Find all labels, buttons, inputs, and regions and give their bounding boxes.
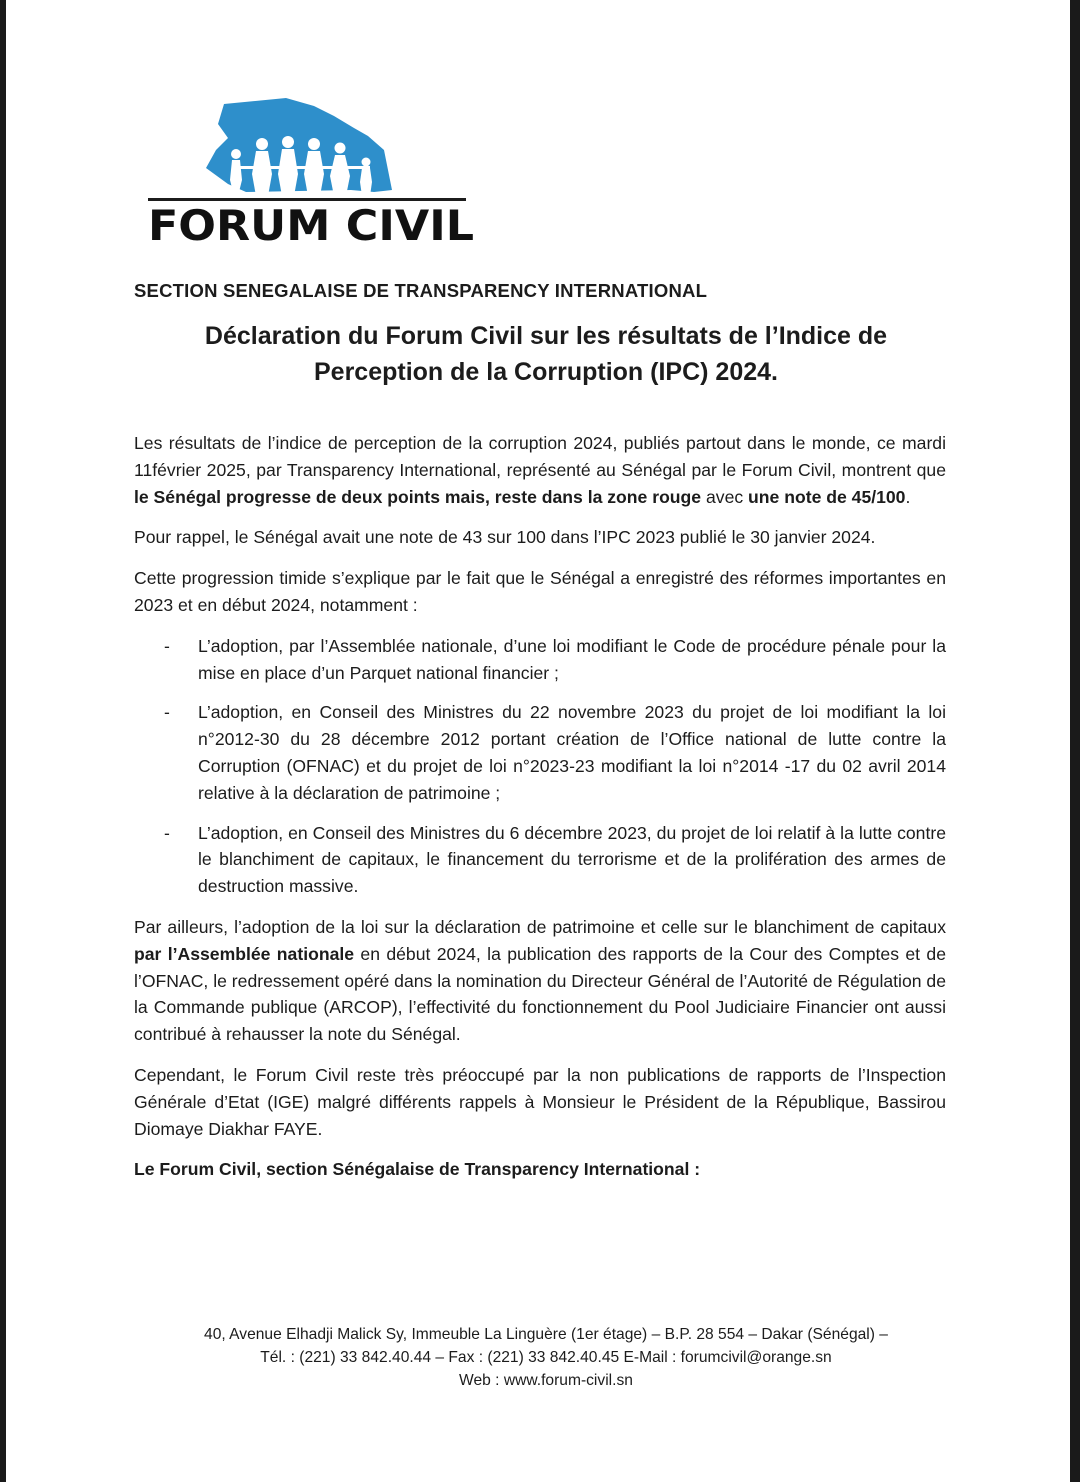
footer-address: 40, Avenue Elhadji Malick Sy, Immeuble La Linguère (1er étage) – B.P. 28 554 – Dakar (Sénégal) – <box>204 1326 888 1343</box>
list-bullet: - <box>164 702 170 723</box>
paragraph-bold: le Sénégal progresse de deux points mais, reste dans la zone rouge <box>134 486 702 507</box>
footer-web: Web : www.forum-civil.sn <box>459 1372 633 1389</box>
list-bullet: - <box>164 822 170 843</box>
title-line-1: Déclaration du Forum Civil sur les résultats de l’Indice de <box>204 322 888 350</box>
page-title <box>116 318 976 390</box>
list-item <box>134 699 946 806</box>
paragraph-bold: Le Forum Civil, section Sénégalaise de Transparency International : <box>134 1159 701 1180</box>
list-item-text: L’adoption, par l’Assemblée nationale, d’une loi modifiant le Code de procédure pénale pour la mise en place d’un Parquet national financier ; <box>198 635 946 683</box>
paragraph-text: . <box>905 486 911 507</box>
paragraph-bold: une note de 45/100 <box>748 486 906 507</box>
paragraph-1 <box>134 430 946 510</box>
title-line-2: Perception de la Corruption (IPC) 2024. <box>314 358 778 386</box>
reform-list <box>134 633 946 900</box>
paragraph-2: Pour rappel, le Sénégal avait une note de 43 sur 100 dans l’IPC 2023 publié le 30 janvier 2024. <box>134 527 876 548</box>
page-footer <box>116 1323 976 1392</box>
paragraph-6 <box>134 1156 946 1183</box>
paragraph-text: Les résultats de l’indice de perception de la corruption 2024, publiés partout dans le monde, ce mardi 11février 2025, par Transparency International, représenté au Sénégal par le Forum Civil, montrent que <box>134 433 946 480</box>
list-item <box>134 633 946 687</box>
paragraph-5: Cependant, le Forum Civil reste très préoccupé par la non publications de rapports de l’Inspection Générale d’Etat (IGE) malgré différents rappels à Monsieur le Président de la République, Bassirou Diomaye Diakhar FAYE. <box>134 1064 946 1139</box>
paragraph-bold: par l’Assemblée nationale <box>134 943 355 964</box>
list-item-text: L’adoption, en Conseil des Ministres du 22 novembre 2023 du projet de loi modifiant la loi n°2012-30 du 28 décembre 2012 portant création de l’Office national de lutte contre la Corruption (OFNAC) et du projet de loi n°2023-23 modifiant la loi n°2014 -17 du 02 avril 2014 relative à la déclaration de patrimoine ; <box>198 702 946 803</box>
list-item-text: L’adoption, en Conseil des Ministres du 6 décembre 2023, du projet de loi relatif à la lutte contre le blanchiment de capitaux, le financement du terrorisme et de la prolifération des armes de destruction massive. <box>198 822 946 897</box>
paragraph-4 <box>134 914 946 1048</box>
logo-text: FORUM CIVIL <box>148 201 474 247</box>
paragraph-text: avec <box>701 486 749 507</box>
paragraph-text: en début 2024, la publication des rapports de la Cour des Comptes et de l’OFNAC, le redressement opéré dans la nomination du Directeur Général de l’Autorité de Régulation de la Commande publique (ARCOP), l’effectivité du fonctionnement du Pool Judiciaire Financier ont aussi contribué à rehausser la note du Sénégal. <box>134 943 947 1045</box>
paragraph-text: Par ailleurs, l’adoption de la loi sur la déclaration de patrimoine et celle sur le blanchiment de capitaux <box>134 916 946 937</box>
paragraph-3: Cette progression timide s’explique par le fait que le Sénégal a enregistré des réformes importantes en 2023 et en début 2024, notamment : <box>134 568 946 615</box>
section-heading: SECTION SENEGALAISE DE TRANSPARENCY INTERNATIONAL <box>134 280 708 301</box>
forum-civil-logo <box>136 92 481 247</box>
document-body <box>134 430 946 1197</box>
list-bullet: - <box>164 635 170 656</box>
footer-contact: Tél. : (221) 33 842.40.44 – Fax : (221) 33 842.40.45 E-Mail : forumcivil@orange.sn <box>260 1349 832 1366</box>
list-item <box>134 820 946 900</box>
document-page <box>6 0 1070 1482</box>
